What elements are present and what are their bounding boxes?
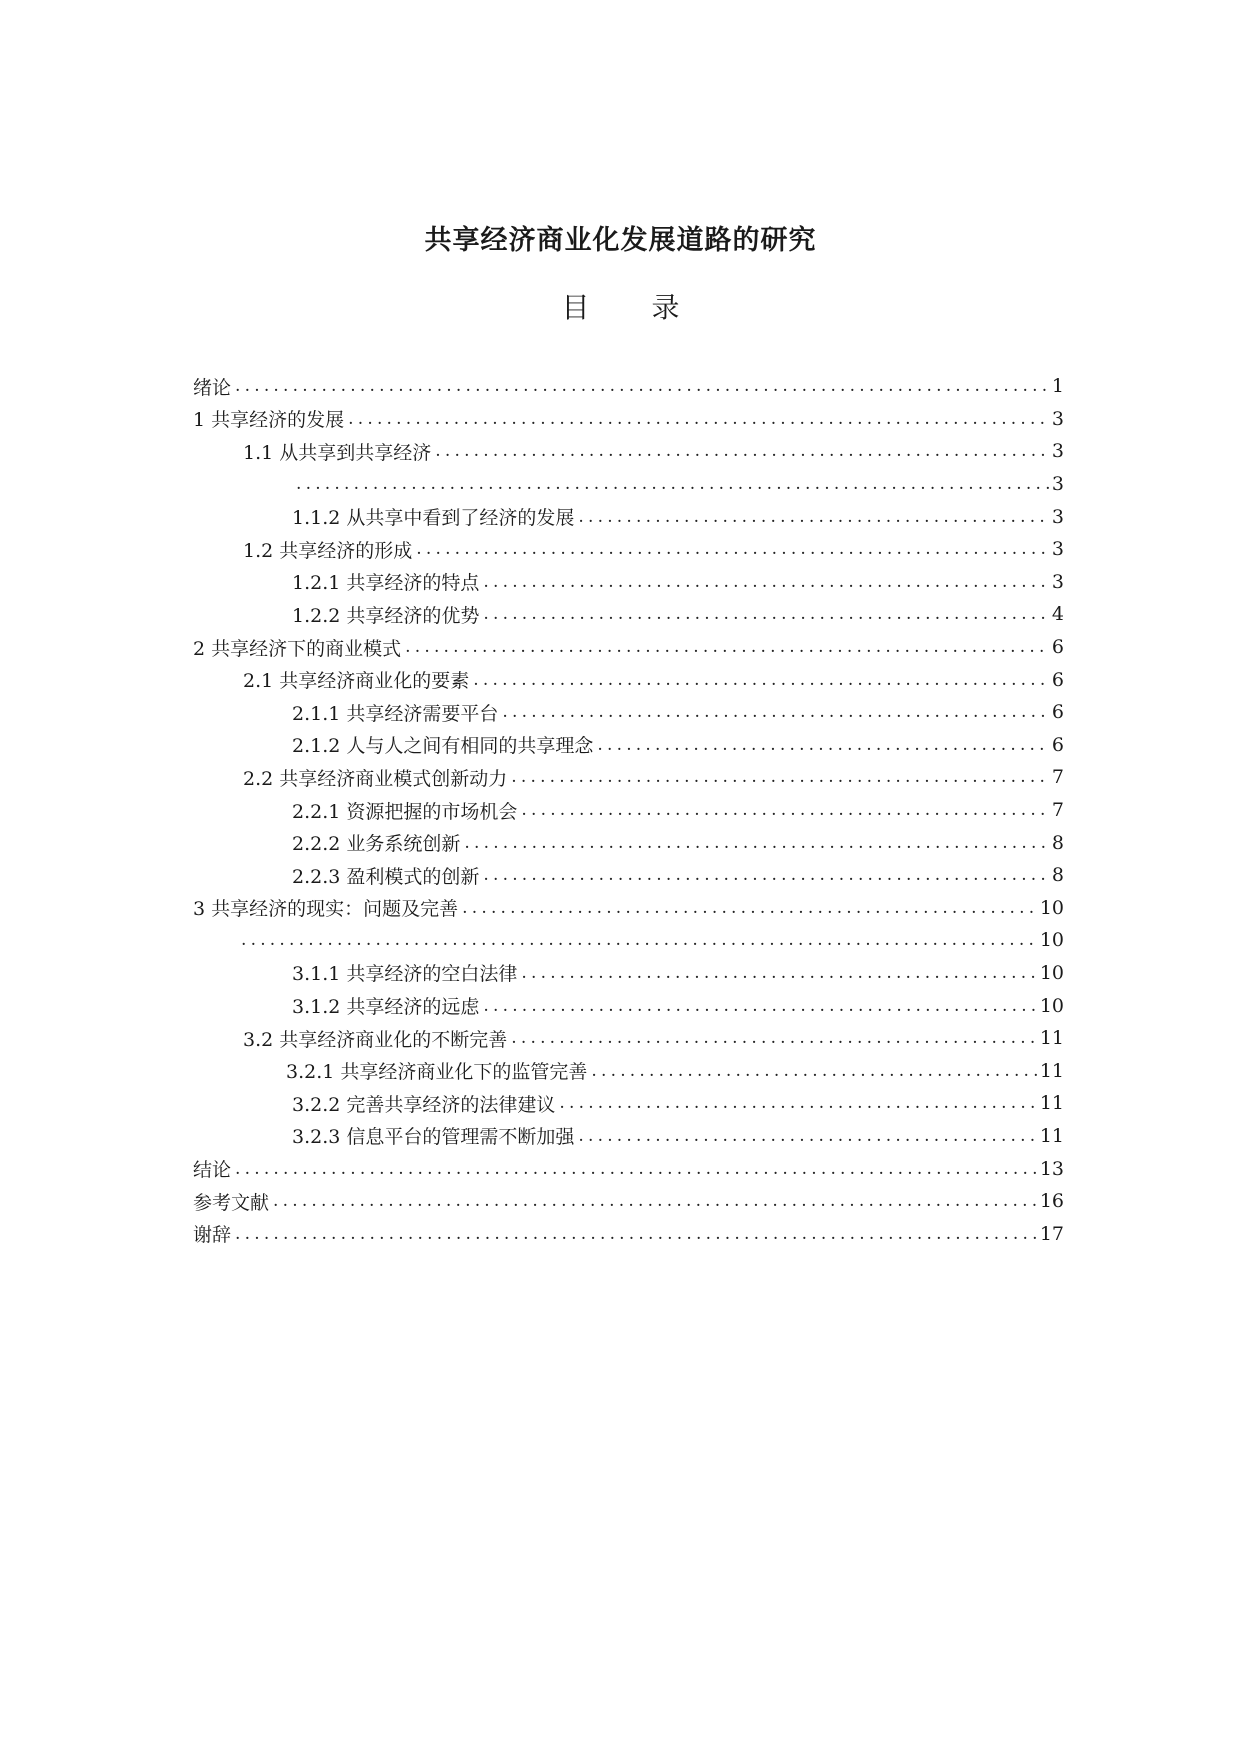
toc-leader-dots: [405, 637, 1050, 657]
toc-leader-dots: [235, 376, 1050, 396]
toc-entry-page-number: 3: [1051, 440, 1064, 463]
toc-entry-page-number: 1: [1051, 375, 1064, 398]
toc-leader-dots: [273, 1191, 1038, 1211]
toc-entry[interactable]: [193, 1152, 1064, 1185]
toc-entry-label: 1.2.1 共享经济的特点: [292, 568, 481, 595]
toc-entry-page-number: 8: [1051, 831, 1064, 854]
toc-entry-label: 1.2.2 共享经济的优势: [292, 601, 481, 628]
toc-entry-page-number: 6: [1051, 733, 1064, 756]
toc-entry[interactable]: [193, 957, 1064, 990]
toc-entry-label: 2.1.1 共享经济需要平台: [292, 699, 500, 726]
toc-entry-label: 3.2.2 完善共享经济的法律建议: [292, 1090, 557, 1117]
toc-entry[interactable]: [193, 826, 1064, 859]
toc-entry-label: 2.2.2 业务系统创新: [292, 829, 462, 856]
toc-entry-label: 绪论: [193, 373, 233, 400]
toc-leader-dots: [464, 833, 1050, 853]
toc-entry-label: 2.1.2 人与人之间有相同的共享理念: [292, 731, 595, 758]
toc-entry-page-number: 10: [1039, 961, 1064, 984]
toc-leader-dots: [483, 604, 1050, 624]
toc-entry-label: 2.2.1 资源把握的市场机会: [292, 797, 519, 824]
toc-entry-page-number: 7: [1051, 799, 1064, 822]
toc-entry-label: 3.1.1 共享经济的空白法律: [292, 959, 519, 986]
toc-leader-dots: [235, 1159, 1038, 1179]
toc-entry-label: 1.2 共享经济的形成: [243, 536, 414, 563]
toc-entry-label: 1.1.2 从共享中看到了经济的发展: [292, 503, 576, 530]
toc-entry-label: 3.2.1 共享经济商业化下的监管完善: [286, 1057, 589, 1084]
toc-leader-dots: [241, 930, 1038, 950]
toc-entry-label: 参考文献: [193, 1188, 271, 1215]
toc-leader-dots: [473, 670, 1050, 690]
toc-entry-page-number: 10: [1039, 896, 1064, 919]
toc-leader-dots: [511, 767, 1050, 787]
table-of-contents: [193, 370, 1064, 1250]
toc-entry-page-number: 6: [1051, 701, 1064, 724]
toc-entry[interactable]: [193, 1054, 1064, 1087]
toc-entry-page-number: 3: [1051, 407, 1064, 430]
toc-entry-label: 2.1 共享经济商业化的要素: [243, 666, 471, 693]
toc-entry[interactable]: [193, 533, 1064, 566]
toc-leader-dots: [235, 1224, 1038, 1244]
toc-leader-dots: [578, 1126, 1037, 1146]
toc-entry[interactable]: [193, 598, 1064, 631]
toc-entry-page-number: 10: [1039, 994, 1064, 1017]
toc-leader-dots: [416, 539, 1050, 559]
toc-entry-label: 谢辞: [193, 1220, 233, 1247]
toc-leader-dots: [559, 1093, 1037, 1113]
toc-heading-char-2: 录: [651, 291, 680, 324]
toc-entry-page-number: 17: [1039, 1222, 1064, 1245]
toc-entry-page-number: 3: [1051, 538, 1064, 561]
toc-entry[interactable]: [193, 1185, 1064, 1218]
toc-entry-label: 2.2 共享经济商业模式创新动力: [243, 764, 509, 791]
toc-leader-dots: [578, 507, 1050, 527]
toc-entry-label: 3.2.3 信息平台的管理需不断加强: [292, 1122, 576, 1149]
toc-leader-dots: [462, 898, 1038, 918]
toc-entry-page-number: 4: [1051, 603, 1064, 626]
toc-entry[interactable]: [193, 989, 1064, 1022]
toc-entry-page-number: 16: [1039, 1190, 1064, 1213]
toc-entry[interactable]: [193, 1217, 1064, 1250]
toc-entry-label: 1.1 从共享到共享经济: [243, 438, 433, 465]
toc-entry[interactable]: [193, 761, 1064, 794]
toc-leader-dots: [348, 409, 1050, 429]
toc-entry-page-number: 13: [1039, 1157, 1064, 1180]
toc-leader-dots: [483, 572, 1050, 592]
toc-entry[interactable]: [193, 500, 1064, 533]
toc-entry-label: 2 共享经济下的商业模式: [193, 634, 403, 661]
toc-entry[interactable]: [193, 1022, 1064, 1055]
toc-heading-char-1: 目: [561, 291, 590, 324]
toc-entry-page-number: 10: [1039, 929, 1064, 952]
toc-entry-page-number: 8: [1051, 864, 1064, 887]
toc-entry[interactable]: [193, 696, 1064, 729]
toc-entry-label: 结论: [193, 1155, 233, 1182]
toc-entry-label: 1 共享经济的发展: [193, 405, 346, 432]
toc-leader-dots: [511, 1028, 1038, 1048]
toc-leader-dots: [296, 474, 1050, 494]
toc-entry[interactable]: [193, 468, 1064, 501]
toc-entry[interactable]: [193, 729, 1064, 762]
toc-entry-label: 3.2 共享经济商业化的不断完善: [243, 1025, 509, 1052]
toc-leader-dots: [521, 963, 1037, 983]
toc-entry-page-number: 3: [1051, 473, 1064, 496]
toc-entry-page-number: 11: [1039, 1059, 1064, 1082]
toc-entry[interactable]: [193, 892, 1064, 925]
toc-entry-page-number: 3: [1051, 570, 1064, 593]
toc-entry[interactable]: [193, 859, 1064, 892]
document-title: 共享经济商业化发展道路的研究: [424, 225, 817, 256]
toc-entry[interactable]: [193, 1087, 1064, 1120]
toc-entry[interactable]: [193, 566, 1064, 599]
toc-entry-label: 3 共享经济的现实：问题及完善: [193, 894, 460, 921]
toc-entry-page-number: 6: [1051, 668, 1064, 691]
toc-entry-page-number: 11: [1039, 1027, 1064, 1050]
toc-leader-dots: [483, 865, 1050, 885]
toc-leader-dots: [521, 800, 1050, 820]
toc-entry[interactable]: [193, 1120, 1064, 1153]
toc-leader-dots: [502, 702, 1050, 722]
toc-entry[interactable]: [193, 631, 1064, 664]
toc-entry[interactable]: [193, 663, 1064, 696]
toc-entry[interactable]: [193, 794, 1064, 827]
toc-entry-page-number: 11: [1039, 1092, 1064, 1115]
toc-entry-page-number: 6: [1051, 636, 1064, 659]
toc-entry-label: 3.1.2 共享经济的远虑: [292, 992, 481, 1019]
toc-heading: [0, 286, 1241, 326]
toc-entry-page-number: 11: [1039, 1124, 1064, 1147]
toc-entry[interactable]: [193, 403, 1064, 436]
toc-entry-page-number: 3: [1051, 505, 1064, 528]
toc-leader-dots: [483, 996, 1037, 1016]
toc-entry[interactable]: [193, 370, 1064, 403]
toc-leader-dots: [435, 441, 1050, 461]
toc-entry[interactable]: [193, 924, 1064, 957]
toc-entry[interactable]: [193, 435, 1064, 468]
toc-entry-page-number: 7: [1051, 766, 1064, 789]
toc-leader-dots: [591, 1061, 1037, 1081]
toc-leader-dots: [597, 735, 1050, 755]
toc-entry-label: 2.2.3 盈利模式的创新: [292, 862, 481, 889]
